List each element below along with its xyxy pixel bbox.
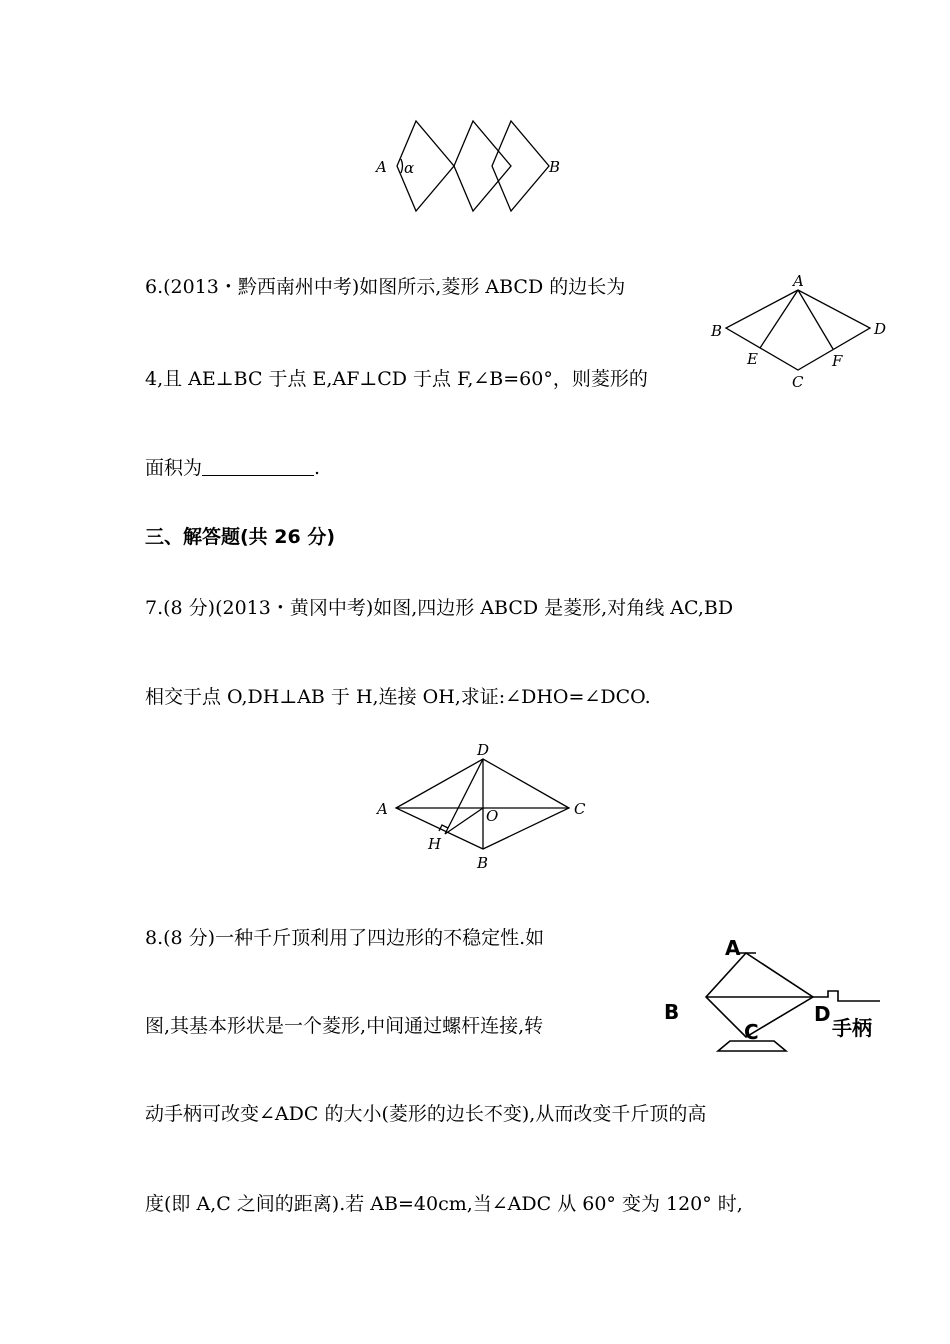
q8-label-a: A: [725, 936, 741, 960]
q8-label-d: D: [814, 1002, 831, 1026]
segment-ae: [760, 290, 798, 348]
q8-line4: 度(即 A,C 之间的距离).若 AB=40cm,当∠ADC 从 60° 变为 120° 时,: [145, 1193, 743, 1215]
q7-line2: 相交于点 O,DH⊥AB 于 H,连接 OH,求证:∠DHO=∠DCO.: [145, 686, 651, 708]
q6-rhombus-figure: [705, 272, 900, 392]
angle-alpha-label: α: [404, 159, 415, 177]
q7-rhombus-figure: [370, 740, 600, 875]
q6-label-f: F: [832, 352, 843, 370]
rhombus-3: [492, 121, 549, 211]
q7-label-h: H: [428, 835, 442, 853]
answer-blank[interactable]: [202, 455, 314, 476]
handle: [813, 991, 880, 1001]
q7-label-a: A: [377, 800, 388, 818]
point-b-label: B: [549, 158, 561, 176]
jack-rhombus: [706, 953, 813, 1037]
q7-label-b: B: [477, 854, 489, 872]
q6-line3: [145, 455, 320, 480]
q8-label-handle: 手柄: [832, 1016, 872, 1040]
q8-jack-figure: [660, 935, 890, 1060]
q8-line1: 8.(8 分)一种千斤顶利用了四边形的不稳定性.如: [145, 927, 545, 949]
q6-label-c: C: [792, 373, 804, 391]
q6-line3-suffix: .: [314, 457, 321, 479]
q8-line3: 动手柄可改变∠ADC 的大小(菱形的边长不变),从而改变千斤顶的高: [145, 1103, 707, 1125]
q7-label-o: O: [486, 807, 499, 825]
q6-label-a: A: [793, 272, 804, 290]
q6-label-e: E: [747, 350, 758, 368]
rhombus-2: [454, 121, 511, 211]
section-three-heading: 三、解答题(共 26 分): [145, 526, 336, 548]
q8-label-c: C: [744, 1020, 759, 1044]
q8-label-b: B: [664, 1000, 680, 1024]
q6-label-d: D: [874, 320, 887, 338]
q7-label-d: D: [477, 741, 490, 759]
point-a-label: A: [376, 158, 387, 176]
rhombus-chain-figure: [370, 115, 570, 215]
q6-line1: 6.(2013・黔西南州中考)如图所示,菱形 ABCD 的边长为: [145, 276, 626, 298]
q6-line2: 4,且 AE⊥BC 于点 E,AF⊥CD 于点 F,∠B=60°，则菱形的: [145, 368, 648, 390]
q7-line1: 7.(8 分)(2013・黄冈中考)如图,四边形 ABCD 是菱形,对角线 AC,BD: [145, 597, 734, 619]
angle-arc: [401, 159, 403, 173]
segment-oh: [445, 808, 483, 834]
q8-line2: 图,其基本形状是一个菱形,中间通过螺杆连接,转: [145, 1015, 544, 1037]
q7-label-c: C: [574, 800, 586, 818]
q6-label-b: B: [711, 322, 723, 340]
q6-line3-prefix: 面积为: [145, 457, 203, 479]
